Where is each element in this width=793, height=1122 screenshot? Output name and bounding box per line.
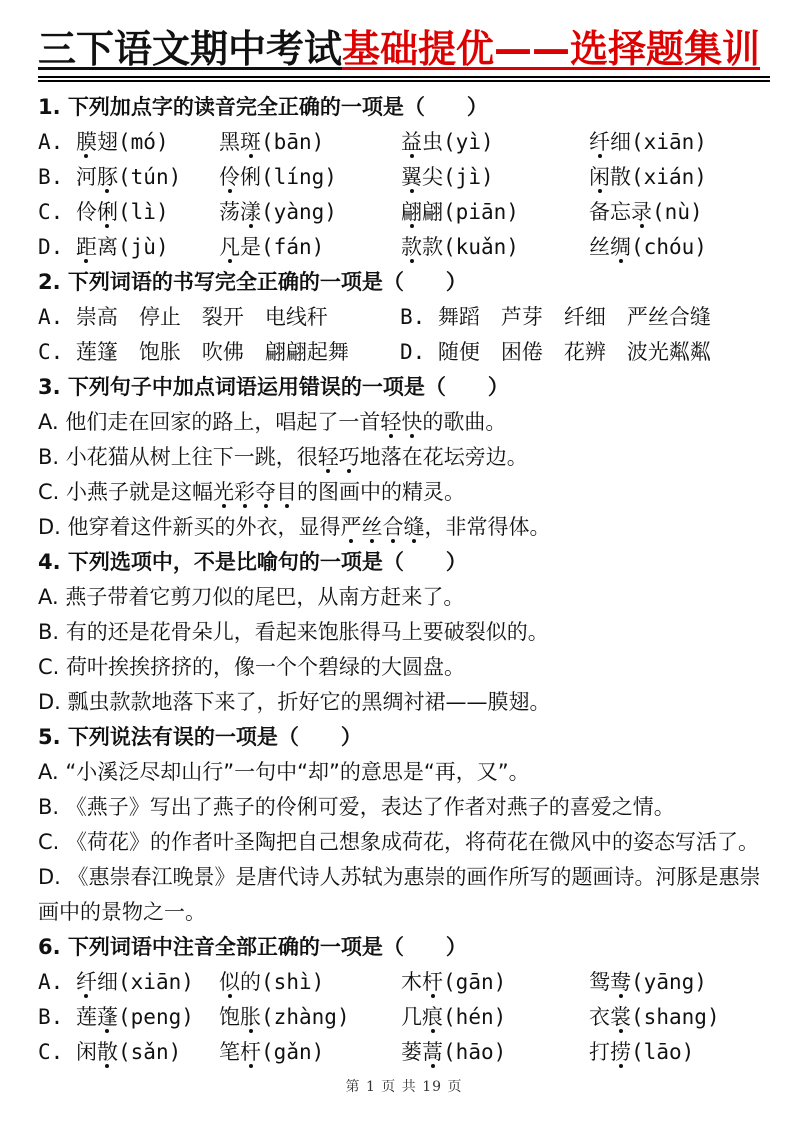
option-item: D. 随便 困倦 花辨 波光粼粼 (400, 340, 711, 364)
option-item: 似的(shì) (219, 970, 325, 994)
option-row (38, 195, 770, 230)
option-line: A. 他们走在回家的路上，唱起了一首轻快的歌曲。 (38, 410, 507, 434)
option-item: 丝绸(chóu) (589, 235, 707, 259)
option-line: A. “小溪泛尽却山行”一句中“却”的意思是“再，又”。 (38, 760, 530, 784)
page-number: 第 1 页 共 19 页 (345, 1079, 463, 1095)
option-item: 鸳鸯(yāng) (589, 970, 707, 994)
question-stem: 1. 下列加点字的读音完全正确的一项是（ ） (38, 95, 488, 119)
questions (38, 90, 770, 1070)
option-item: 黑斑(bān) (219, 130, 325, 154)
option-item: B. 舞蹈 芦芽 纤细 严丝合缝 (400, 305, 711, 329)
option-item: A. 纤细(xiān) (38, 970, 194, 994)
option-item: A. 崇高 停止 裂开 电线秆 (38, 305, 328, 329)
option-item: 款款(kuǎn) (401, 235, 519, 259)
option-item: A. 膜翅(mó) (38, 130, 169, 154)
option-item: 饱胀(zhàng) (219, 1005, 350, 1029)
option-row (38, 125, 770, 160)
question-4 (38, 545, 770, 720)
document-title (38, 26, 770, 82)
option-row (38, 300, 770, 335)
option-row (38, 1035, 770, 1070)
option-line: A. 燕子带着它剪刀似的尾巴，从南方赶来了。 (38, 585, 465, 609)
option-item: 衣裳(shang) (589, 1005, 720, 1029)
page-footer (38, 1076, 770, 1096)
option-item: B. 莲蓬(peng) (38, 1005, 194, 1029)
option-item: 纤细(xiān) (589, 130, 707, 154)
option-item: 笔杆(gǎn) (219, 1040, 325, 1064)
option-line: C. 《荷花》的作者叶圣陶把自己想象成荷花，将荷花在微风中的姿态写活了。 (38, 830, 760, 854)
question-stem: 2. 下列词语的书写完全正确的一项是（ ） (38, 270, 467, 294)
option-item: C. 伶俐(lì) (38, 200, 169, 224)
option-line: B. 有的还是花骨朵儿，看起来饱胀得马上要破裂似的。 (38, 620, 549, 644)
option-item: 打捞(lāo) (589, 1040, 695, 1064)
option-item: 凡是(fán) (219, 235, 325, 259)
option-line: B. 小花猫从树上往下一跳，很轻巧地落在花坛旁边。 (38, 445, 528, 469)
option-item: C. 闲散(sǎn) (38, 1040, 182, 1064)
question-stem: 5. 下列说法有误的一项是（ ） (38, 725, 362, 749)
option-item: 荡漾(yàng) (219, 200, 337, 224)
option-item: 几痕(hén) (401, 1005, 507, 1029)
question-5 (38, 720, 770, 930)
option-item: D. 距离(jù) (38, 235, 169, 259)
title-highlight: 基础提优——选择题集训 (342, 27, 761, 71)
option-row (38, 230, 770, 265)
question-stem: 3. 下列句子中加点词语运用错误的一项是（ ） (38, 375, 509, 399)
option-item: 闲散(xián) (589, 165, 707, 189)
option-item: 备忘录(nù) (589, 200, 703, 224)
option-line: D. 瓢虫款款地落下来了，折好它的黑绸衬裙——膜翅。 (38, 690, 551, 714)
option-item: C. 莲篷 饱胀 吹佛 翩翩起舞 (38, 340, 349, 364)
option-item: 翼尖(jì) (401, 165, 494, 189)
question-stem: 6. 下列词语中注音全部正确的一项是（ ） (38, 935, 467, 959)
option-row (38, 965, 770, 1000)
option-item: B. 河豚(tún) (38, 165, 182, 189)
option-item: 翩翩(piān) (401, 200, 519, 224)
question-stem: 4. 下列选项中，不是比喻句的一项是（ ） (38, 550, 467, 574)
option-line: C. 小燕子就是这幅光彩夺目的图画中的精灵。 (38, 480, 466, 504)
option-item: 伶俐(líng) (219, 165, 337, 189)
option-row (38, 1000, 770, 1035)
option-line: C. 荷叶挨挨挤挤的，像一个个碧绿的大圆盘。 (38, 655, 466, 679)
question-1 (38, 90, 770, 265)
option-row (38, 335, 770, 370)
option-row (38, 160, 770, 195)
option-line: B. 《燕子》写出了燕子的伶俐可爱，表达了作者对燕子的喜爱之情。 (38, 795, 675, 819)
option-line: D. 他穿着这件新买的外衣，显得严丝合缝，非常得体。 (38, 515, 551, 539)
question-2 (38, 265, 770, 370)
question-6 (38, 930, 770, 1070)
question-3 (38, 370, 770, 545)
option-item: 木杆(gān) (401, 970, 507, 994)
option-line: D. 《惠崇春江晚景》是唐代诗人苏轼为惠崇的画作所写的题画诗。河豚是惠崇画中的景物之一。 (38, 865, 761, 924)
option-item: 益虫(yì) (401, 130, 494, 154)
option-item: 蒌蒿(hāo) (401, 1040, 507, 1064)
title-prefix: 三下语文期中考试 (38, 27, 343, 71)
